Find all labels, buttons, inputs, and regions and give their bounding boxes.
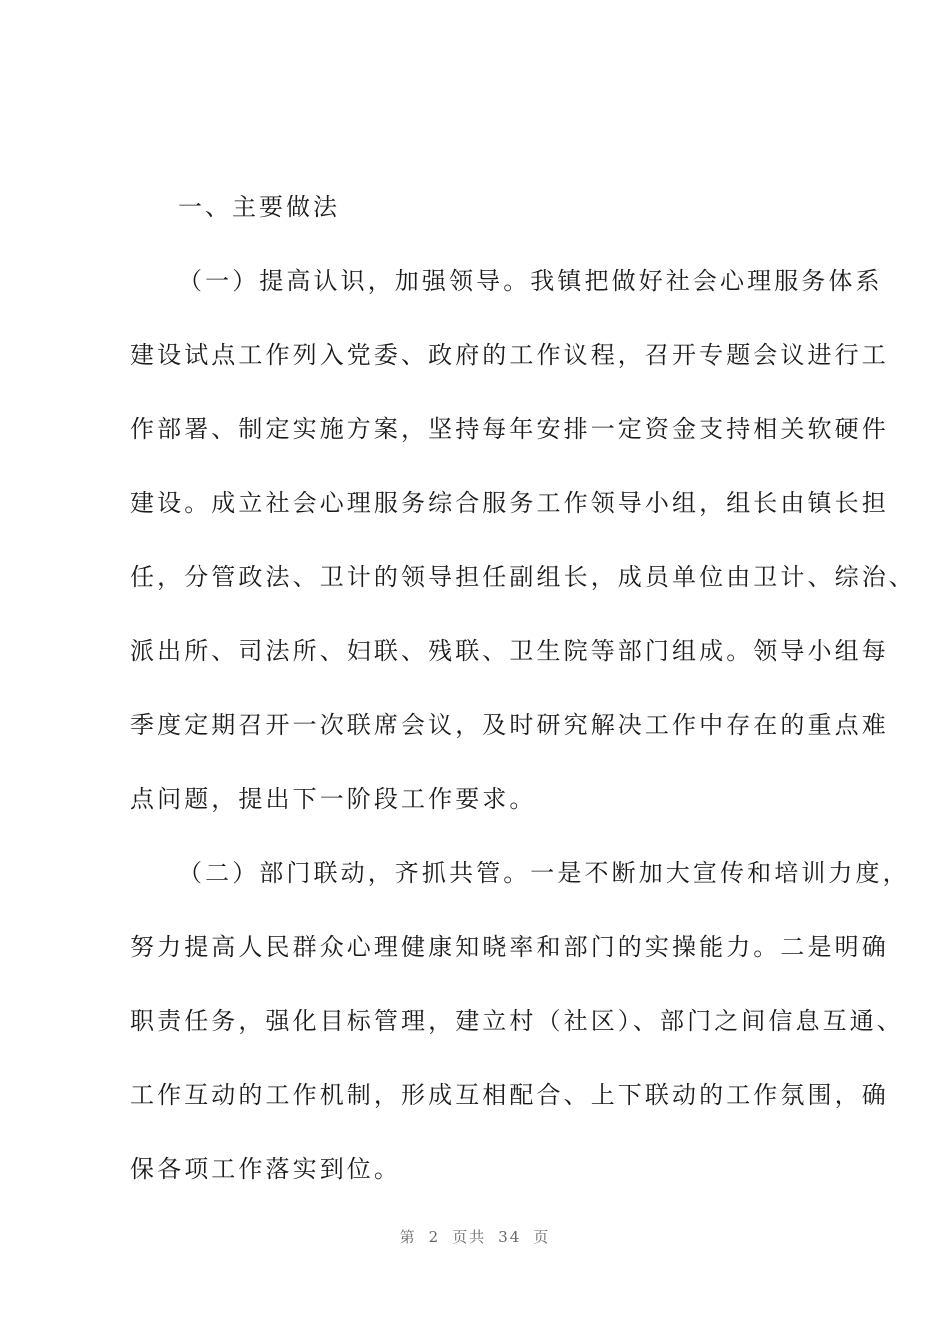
- footer-middle: 页共: [452, 1228, 487, 1246]
- paragraph-1-line-4: 建设。成立社会心理服务综合服务工作领导小组，组长由镇长担: [130, 489, 889, 517]
- paragraph-1-line-6: 派出所、司法所、妇联、残联、卫生院等部门组成。领导小组每: [130, 637, 889, 665]
- page-footer: [0, 1226, 950, 1247]
- paragraph-2-line-4: 工作互动的工作机制，形成互相配合、上下联动的工作氛围，确: [130, 1081, 889, 1109]
- footer-total-pages: 34: [498, 1228, 522, 1246]
- section-heading: 一、主要做法: [178, 193, 340, 221]
- document-body: [130, 170, 916, 1206]
- paragraph-2-line-5: 保各项工作落实到位。: [130, 1155, 401, 1183]
- paragraph-1-line-5: 任，分管政法、卫计的领导担任副组长，成员单位由卫计、综治、: [130, 563, 916, 591]
- paragraph-1-line-7: 季度定期召开一次联席会议，及时研究解决工作中存在的重点难: [130, 711, 889, 739]
- footer-prefix: 第: [399, 1228, 417, 1246]
- paragraph-2-line-3: 职责任务，强化目标管理，建立村（社区）、部门之间信息互通、: [130, 1007, 904, 1035]
- paragraph-1-line-1: （一）提高认识，加强领导。我镇把做好社会心理服务体系: [178, 267, 883, 295]
- footer-page-number: 2: [428, 1228, 441, 1246]
- paragraph-1-line-3: 作部署、制定实施方案，坚持每年安排一定资金支持相关软硬件: [130, 415, 889, 443]
- paragraph-1-line-8: 点问题，提出下一阶段工作要求。: [130, 785, 537, 813]
- paragraph-2-line-2: 努力提高人民群众心理健康知晓率和部门的实操能力。二是明确: [130, 933, 889, 961]
- footer-suffix: 页: [533, 1228, 551, 1246]
- paragraph-1-line-2: 建设试点工作列入党委、政府的工作议程，召开专题会议进行工: [130, 341, 889, 369]
- paragraph-2-line-1: （二）部门联动，齐抓共管。一是不断加大宣传和培训力度，: [178, 859, 910, 887]
